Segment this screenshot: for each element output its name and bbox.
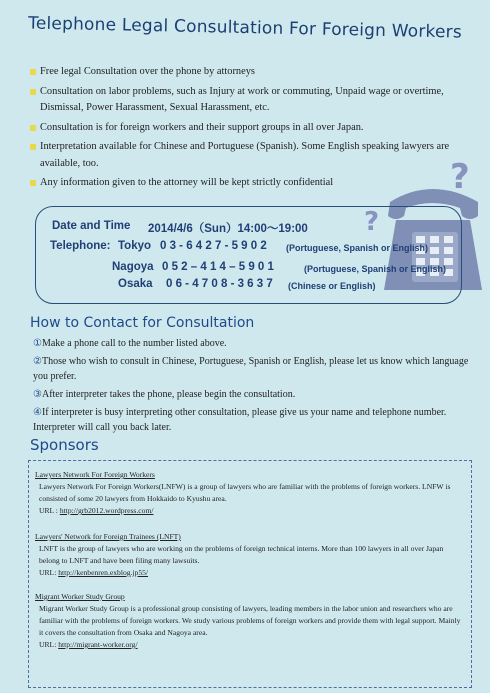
sponsor-description: LNFT is the group of lawyers who are working on the problems of foreign technical interns. More than 100 lawyers in all over Japan belong to LNFT and have been filing many lawsuits. <box>39 544 444 565</box>
sponsor-description: Lawyers Network For Foreign Workers(LNFW) is a group of lawyers who are familiar with the problems of foreign workers. LNFW is consisted of some 20 lawyers from Hokkaido to Kyushu area. <box>39 482 451 503</box>
phone-number-nagoya: 0 5 2 – 4 1 4 – 5 9 0 1 <box>162 261 274 273</box>
contact-heading: How to Contact for Consultation <box>30 315 255 331</box>
sponsor-url-row: URL: http://kenbenren.exblog.jp55/ <box>39 568 149 577</box>
sponsor-url-link[interactable]: http://kenbenren.exblog.jp55/ <box>58 568 149 577</box>
sponsors-heading: Sponsors <box>30 436 99 454</box>
languages-nagoya: (Portuguese, Spanish or English) <box>304 264 447 274</box>
sponsor-name: Lawyers Network For Foreign Workers <box>35 470 155 479</box>
city-nagoya: Nagoya <box>112 261 154 273</box>
sponsor-name: Lawyers' Network for Foreign Trainees (LNFT) <box>35 532 181 541</box>
list-item: ①Make a phone call to the number listed above. <box>33 338 227 349</box>
sponsor-name: Migrant Worker Study Group <box>35 592 125 601</box>
contact-steps <box>33 336 473 438</box>
sponsor-url-row: URL: http://migrant-worker.org/ <box>39 640 138 649</box>
sponsor-url-row: URL : http://grb2012.wordpress.com/ <box>39 506 154 515</box>
city-tokyo: Tokyo <box>118 240 152 252</box>
sponsor-description: Migrant Worker Study Group is a professional group consisting of lawyers, leading members in the labor union and researchers who are familiar with the problems of foreign workers. We study various problems of foreign workers and provide them with legal support. Mainly it covers the consultation from Osaka and Nagoya area. <box>39 604 461 637</box>
telephone-label: Telephone: <box>50 240 111 252</box>
languages-osaka: (Chinese or English) <box>288 281 376 291</box>
date-label: Date and Time <box>52 220 131 232</box>
list-item: Interpretation available for Chinese and Portuguese (Spanish). Some English speaking lawyers are available, too. <box>30 139 475 172</box>
city-osaka: Osaka <box>118 278 153 290</box>
list-item: Any information given to the attorney will be kept strictly confidential <box>30 175 475 192</box>
sponsor-url-link[interactable]: http://grb2012.wordpress.com/ <box>59 506 154 515</box>
list-item: Free legal Consultation over the phone by attorneys <box>30 64 475 81</box>
sponsors-box <box>28 460 472 688</box>
sponsor-url-link[interactable]: http://migrant-worker.org/ <box>58 640 138 649</box>
page-title: Telephone Legal Consultation For Foreign Workers <box>27 13 463 43</box>
list-item: Consultation is for foreign workers and their support groups in all over Japan. <box>30 120 475 137</box>
question-mark-icon: ? <box>364 207 380 237</box>
sponsor-item <box>35 469 465 517</box>
languages-tokyo: (Portuguese, Spanish or English) <box>286 243 429 253</box>
list-item: ④If interpreter is busy interpreting other consultation, please give us your name and telephone number. Interpreter will call you back later. <box>33 407 447 433</box>
date-value: 2014/4/6（Sun）14:00～19:00 <box>148 223 308 235</box>
phone-number-osaka: 0 6 - 4 7 0 8 - 3 6 3 7 <box>166 278 273 290</box>
list-item: ②Those who wish to consult in Chinese, Portuguese, Spanish or English, please let us know which language you prefer. <box>33 356 469 382</box>
list-item: Consultation on labor problems, such as Injury at work or commuting, Unpaid wage or overtime, Dismissal, Power Harassment, Sexual Harassment, etc. <box>30 84 475 117</box>
question-mark-icon: ? <box>450 157 470 197</box>
sponsor-item <box>35 591 465 651</box>
sponsor-item <box>35 531 465 579</box>
list-item: ③After interpreter takes the phone, please begin the consultation. <box>33 389 296 400</box>
phone-number-tokyo: 0 3 - 6 4 2 7 - 5 9 0 2 <box>160 240 267 252</box>
